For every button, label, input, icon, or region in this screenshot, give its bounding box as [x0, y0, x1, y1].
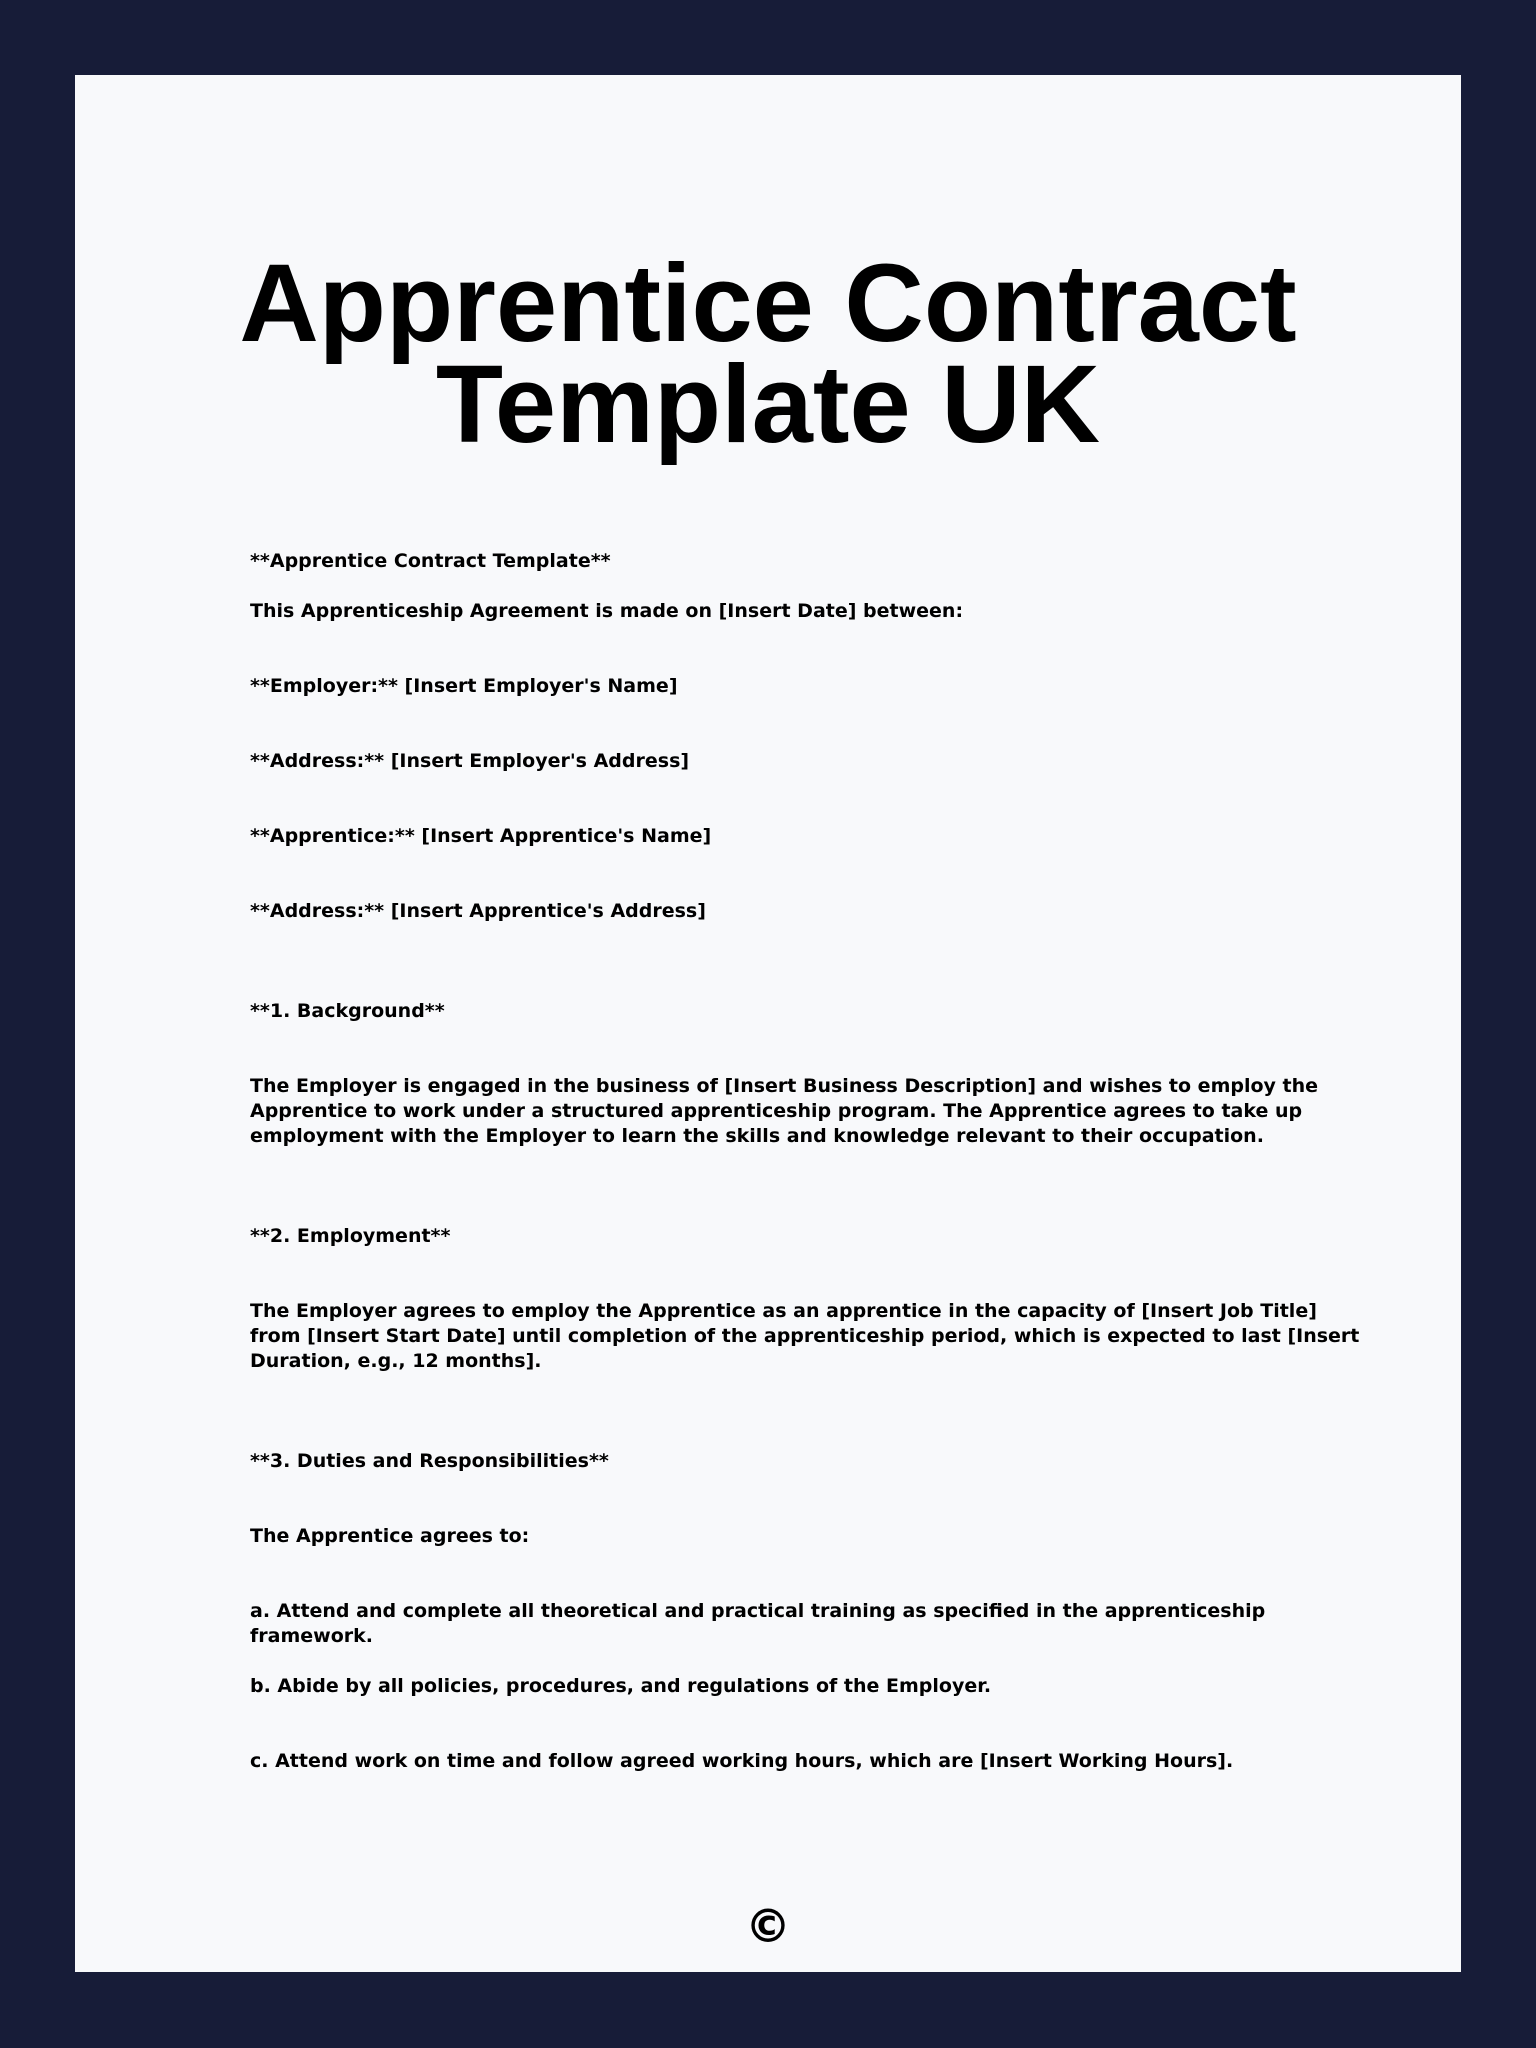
duty-a: a. Attend and complete all theoretical and practical training as specified in the apprenticeship framework. [250, 1600, 1272, 1647]
section-3-intro: The Apprentice agrees to: [250, 1525, 530, 1547]
copyright-icon: © [745, 1899, 791, 1953]
title-line-2: Template UK [435, 343, 1101, 466]
contract-heading: **Apprentice Contract Template** [250, 550, 611, 572]
section-2-body: The Employer agrees to employ the Apprentice as an apprentice in the capacity of [Insert Job Title] from [Insert Start Date] until completion of the apprenticeship period, which is expected to last [Insert Duration, e.g., 12 months]. [250, 1300, 1367, 1372]
section-2-heading: **2. Employment** [250, 1225, 451, 1247]
section-1-body: The Employer is engaged in the business of [Insert Business Description] and wishes to employ the Apprentice to work under a structured apprenticeship program. The Apprentice agrees to take up employment with the Employer to learn the skills and knowledge relevant to their occupation. [250, 1075, 1325, 1147]
apprentice-line: **Apprentice:** [Insert Apprentice's Name] [250, 825, 712, 847]
title-line-1: Apprentice Contract [239, 242, 1297, 365]
section-3-heading: **3. Duties and Responsibilities** [250, 1450, 609, 1472]
duty-c: c. Attend work on time and follow agreed working hours, which are [Insert Working Hours]. [250, 1750, 1234, 1772]
document-page [75, 75, 1461, 1972]
employer-line: **Employer:** [Insert Employer's Name] [250, 675, 678, 697]
duty-b: b. Abide by all policies, procedures, and regulations of the Employer. [250, 1675, 992, 1697]
apprentice-address-line: **Address:** [Insert Apprentice's Address] [250, 900, 706, 922]
intro-text: This Apprenticeship Agreement is made on [Insert Date] between: [250, 600, 964, 622]
employer-address-line: **Address:** [Insert Employer's Address] [250, 750, 690, 772]
section-1-heading: **1. Background** [250, 1000, 445, 1022]
document-title [75, 242, 1461, 466]
